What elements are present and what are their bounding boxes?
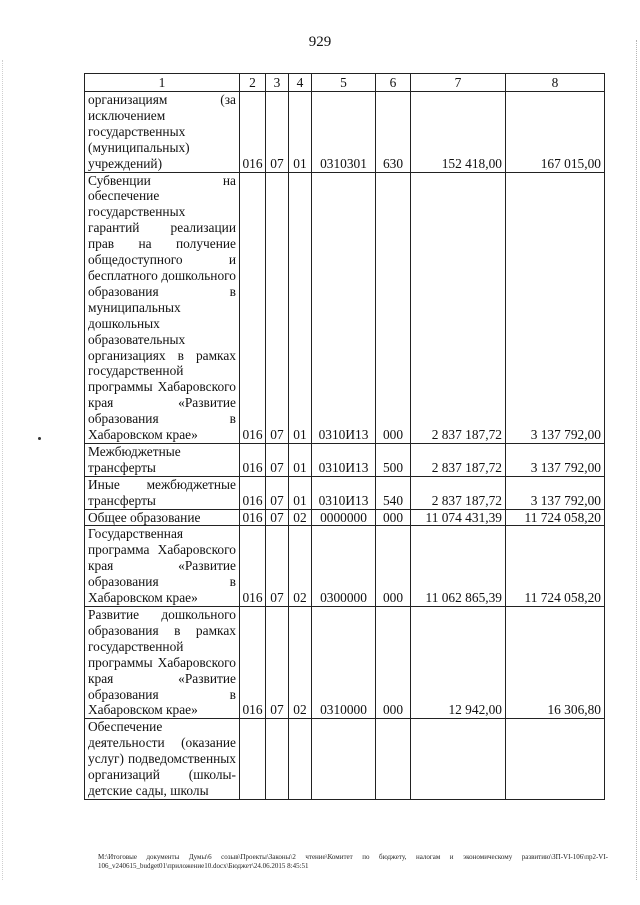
section-code: 07 [266, 443, 289, 476]
target-article: 0000000 [312, 509, 376, 526]
row-name: Субвенции на обеспечение государственных гарантий реализации прав на получение общедоступного и бесплатного дошкольного образования в муниципальных дошкольных образовательных организациях в рамках государственной программы Хабаровского края «Развитие образования в Хабаровском крае» [85, 172, 240, 443]
row-name: Иные межбюджетные трансферты [85, 476, 240, 509]
target-article: 0310И13 [312, 443, 376, 476]
expense-type: 000 [376, 509, 411, 526]
section-code: 07 [266, 526, 289, 607]
table-row [85, 172, 605, 443]
header-cell: 7 [411, 74, 506, 92]
header-cell: 6 [376, 74, 411, 92]
section-code: 07 [266, 172, 289, 443]
amount-2016: 152 418,00 [411, 92, 506, 173]
subsection-code [289, 719, 312, 800]
ministry-code: 016 [240, 526, 266, 607]
target-article [312, 719, 376, 800]
expense-type: 630 [376, 92, 411, 173]
subsection-code: 02 [289, 509, 312, 526]
subsection-code: 01 [289, 92, 312, 173]
target-article: 0310И13 [312, 172, 376, 443]
target-article: 0310301 [312, 92, 376, 173]
row-name: Развитие дошкольного образования в рамках государственной программы Хабаровского края «Развитие образования в Хабаровском крае» [85, 607, 240, 719]
table-row [85, 526, 605, 607]
scan-edge-left [2, 60, 4, 880]
section-code: 07 [266, 509, 289, 526]
row-name: организациям (за исключением государственных (муниципальных) учреждений) [85, 92, 240, 173]
table-row [85, 476, 605, 509]
budget-table [84, 73, 605, 800]
subsection-code: 01 [289, 172, 312, 443]
amount-2016: 2 837 187,72 [411, 172, 506, 443]
amount-2016: 2 837 187,72 [411, 476, 506, 509]
expense-type: 540 [376, 476, 411, 509]
expense-type: 000 [376, 526, 411, 607]
section-code: 07 [266, 476, 289, 509]
expense-type: 500 [376, 443, 411, 476]
amount-2017: 3 137 792,00 [506, 172, 605, 443]
header-cell: 1 [85, 74, 240, 92]
section-code: 07 [266, 92, 289, 173]
amount-2016: 2 837 187,72 [411, 443, 506, 476]
row-name: Межбюджетные трансферты [85, 443, 240, 476]
subsection-code: 01 [289, 476, 312, 509]
amount-2017: 3 137 792,00 [506, 476, 605, 509]
table-header-row [85, 74, 605, 92]
target-article: 0310И13 [312, 476, 376, 509]
scan-speck [38, 437, 41, 440]
table-row [85, 719, 605, 800]
amount-2017: 16 306,80 [506, 607, 605, 719]
ministry-code: 016 [240, 476, 266, 509]
header-cell: 2 [240, 74, 266, 92]
row-name: Государственная программа Хабаровского края «Развитие образования в Хабаровском крае» [85, 526, 240, 607]
subsection-code: 02 [289, 526, 312, 607]
table-row [85, 92, 605, 173]
ministry-code: 016 [240, 92, 266, 173]
amount-2016 [411, 719, 506, 800]
row-name: Обеспечение деятельности (оказание услуг) подведомственных организаций (школы-детские сады, школы [85, 719, 240, 800]
header-cell: 5 [312, 74, 376, 92]
expense-type [376, 719, 411, 800]
header-cell: 3 [266, 74, 289, 92]
target-article: 0310000 [312, 607, 376, 719]
target-article: 0300000 [312, 526, 376, 607]
subsection-code: 01 [289, 443, 312, 476]
row-name: Общее образование [85, 509, 240, 526]
amount-2017: 11 724 058,20 [506, 526, 605, 607]
amount-2016: 11 062 865,39 [411, 526, 506, 607]
header-cell: 8 [506, 74, 605, 92]
section-code: 07 [266, 607, 289, 719]
header-cell: 4 [289, 74, 312, 92]
ministry-code: 016 [240, 509, 266, 526]
expense-type: 000 [376, 607, 411, 719]
scan-edge-right [635, 40, 637, 880]
amount-2016: 11 074 431,39 [411, 509, 506, 526]
amount-2017: 11 724 058,20 [506, 509, 605, 526]
expense-type: 000 [376, 172, 411, 443]
section-code [266, 719, 289, 800]
file-path-footer: M:\Итоговые документы Думы\6 созыв\Проекты\Законы\2 чтение\Комитет по бюджету, налогам и экономическому развитию\ЗП-VI-106\пр2-VI-106_v240615_budget01\приложение10.docx\Бюджет\24.06.2015 8:45:51 [98, 853, 608, 870]
amount-2017 [506, 719, 605, 800]
ministry-code: 016 [240, 607, 266, 719]
ministry-code [240, 719, 266, 800]
amount-2017: 167 015,00 [506, 92, 605, 173]
table-row [85, 509, 605, 526]
table-row [85, 443, 605, 476]
ministry-code: 016 [240, 172, 266, 443]
amount-2017: 3 137 792,00 [506, 443, 605, 476]
page-number: 929 [308, 34, 332, 50]
table-row [85, 607, 605, 719]
ministry-code: 016 [240, 443, 266, 476]
subsection-code: 02 [289, 607, 312, 719]
amount-2016: 12 942,00 [411, 607, 506, 719]
